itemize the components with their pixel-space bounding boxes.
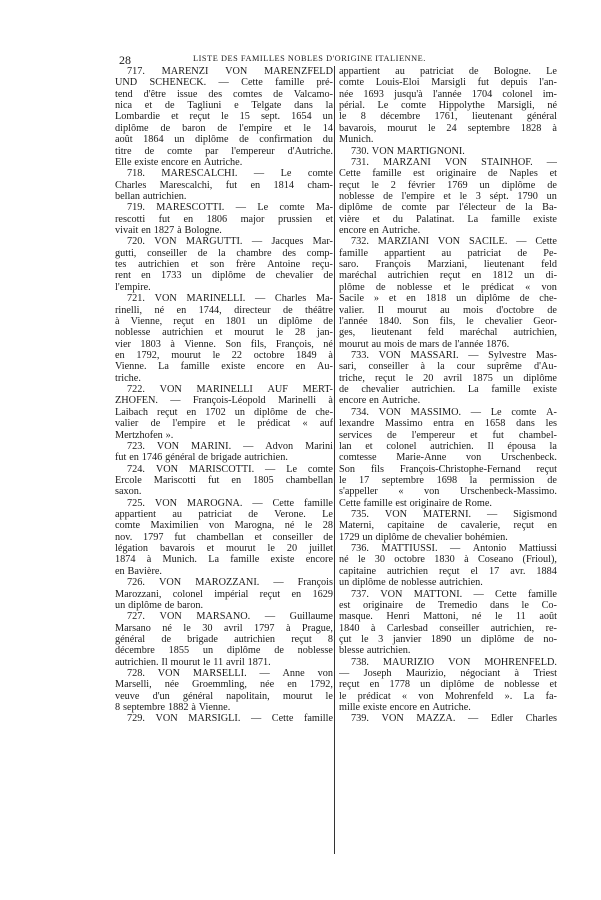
text-line: encore en Autriche. — [339, 395, 421, 407]
text-line: rinelli, né en 1744, directeur de théâtre — [115, 304, 333, 316]
text-line: Marselli, née Groemmling, née en 1792, — [115, 679, 333, 691]
text-line: Vienne. La famille existe encore en Au- — [115, 361, 333, 373]
text-line: tes autrichien et son frère Antoine reçu- — [115, 259, 333, 271]
text-line: services de l'empereur et fut chambel- — [339, 429, 557, 441]
text-line: 720. VON MARGUTTI. — Jacques Mar- — [127, 236, 333, 248]
text-line: légation bavarois et mourut le 20 juillet — [115, 543, 333, 555]
text-line: en 1792, mourut le 22 octobre 1849 à — [115, 349, 333, 361]
text-line: s'appeller « von Urschenbeck-Massimo. — [339, 486, 557, 498]
text-line: 719. MARESCOTTI. — Le comte Ma- — [127, 202, 333, 214]
text-line: saro. François Marziani, lieutenant feld — [339, 259, 557, 271]
text-line: 1874 à Munich. La famille existe encore — [115, 554, 333, 566]
text-line: valier de l'empire et le prédicat « auf — [115, 418, 333, 430]
text-line: l'année 1840. Son fils, le chevalier Geor- — [339, 315, 557, 327]
text-line: 731. MARZANI VON STAINHOF. — — [351, 156, 557, 168]
text-line: comte Maximilien von Marogna, né le 28 — [115, 520, 333, 532]
text-line: nica et de Tagliuni e Telgate dans la — [115, 100, 333, 112]
text-line: comte Louis-Eloi Marsigli fut depuis l'an- — [339, 77, 557, 89]
text-line: Mertzhofen ». — [115, 429, 174, 441]
text-line: 730. VON MARTIGNONI. — [351, 145, 465, 157]
text-line: née 1693 jusqu'à l'année 1704 colonel im- — [339, 88, 557, 100]
text-line: saxon. — [115, 486, 142, 498]
text-line: est originaire de Tremedio dans le Co- — [339, 599, 557, 611]
page-header — [119, 53, 457, 67]
text-line: rescotti fut en 1806 major prussien et — [115, 213, 333, 225]
text-line: reçut en 1778 un diplôme de noblesse et — [339, 679, 557, 691]
text-line: 1840 à Carlesbad conseiller autrichien, re- — [339, 622, 557, 634]
text-line: le 8 décembre 1761, lieutenant général — [339, 111, 557, 123]
text-line: encore en Autriche. — [339, 225, 421, 237]
text-line: diplôme de comte par l'électeur de la Ba- — [339, 202, 557, 214]
text-line: fut en 1746 général de brigade autrichien. — [115, 452, 288, 464]
text-line: Lombardie et reçut le 15 sept. 1654 un — [115, 111, 333, 123]
text-line: 722. VON MARINELLI AUF MERT- — [127, 384, 333, 396]
text-line: reçut le 2 février 1769 un diplôme de — [339, 179, 557, 191]
left-column — [115, 66, 333, 725]
text-line: appartient au patriciat de Bologne. Le — [339, 66, 557, 77]
text-line: vière et du Palatinat. La famille existe — [339, 213, 557, 225]
text-line: plôme de noblesse et le prédicat « von — [339, 281, 557, 293]
text-line: comtesse Marie-Anne von Urschenbeck. — [339, 452, 557, 464]
text-line: valier. Il mourut au mois d'octobre de — [339, 304, 557, 316]
text-line: 738. MAURIZIO VON MOHRENFELD. — [351, 656, 557, 668]
text-line: en Bavière. — [115, 565, 162, 577]
text-line: maréchal autrichien reçut en 1812 un di- — [339, 270, 557, 282]
text-line: 733. VON MASSARI. — Sylvestre Mas- — [351, 349, 557, 361]
page-number: 28 — [119, 53, 131, 67]
text-line: 735. VON MATERNI. — Sigismond — [351, 509, 557, 521]
text-line: vier 1803 à Vienne. Son fils, François, né — [115, 338, 333, 350]
text-line: 732. MARZIANI VON SACILE. — Cette — [351, 236, 557, 248]
text-line: 718. MARESCALCHI. — Le comte — [127, 168, 333, 180]
text-line: noblesse autrichien et mourut le 28 jan- — [115, 327, 333, 339]
text-line: çut le 3 janvier 1890 un diplôme de no- — [339, 633, 557, 645]
text-line: un diplôme de noblesse autrichien. — [339, 577, 483, 589]
text-line: masque. Henri Mattoni, né le 11 août — [339, 611, 557, 623]
right-column — [339, 66, 557, 725]
text-line: 726. VON MAROZZANI. — François — [127, 577, 333, 589]
text-line: UND SCHENECK. — Cette famille pré- — [115, 77, 333, 89]
text-line: rent en 1733 un diplôme de chevalier de — [115, 270, 333, 282]
text-line: 723. VON MARINI. — Advon Marini — [127, 440, 333, 452]
text-line: mourut au mois de mars de l'année 1876. — [339, 338, 510, 350]
text-line: un diplôme de baron. — [115, 599, 204, 611]
text-line: Charles Marescalchi, fut en 1814 cham- — [115, 179, 333, 191]
text-line: bavarois, mourut le 24 septembre 1828 à — [339, 122, 557, 134]
text-line: tend d'être issue des comtes de Valcamo- — [115, 88, 333, 100]
text-line: autrichien. Il mourut le 11 avril 1871. — [115, 656, 271, 668]
text-line: appartient au patriciat de Verone. Le — [115, 509, 333, 521]
text-line: sari, conseiller à la cour suprême d'Au- — [339, 361, 557, 373]
text-line: l'empire. — [115, 281, 151, 293]
text-line: ZHOFEN. — François-Léopold Marinelli à — [115, 395, 333, 407]
text-line: diplôme de baron de l'empire et le 14 — [115, 122, 333, 134]
text-line: triche, reçut le 20 avril 1875 un diplôme — [339, 372, 557, 384]
text-line: décembre 1855 un diplôme de noblesse — [115, 645, 333, 657]
text-line: veuve d'un général napolitain, mourut le — [115, 690, 333, 702]
text-line: 727. VON MARSANO. — Guillaume — [127, 611, 333, 623]
text-line: 734. VON MASSIMO. — Le comte A- — [351, 406, 557, 418]
text-line: triche. — [115, 372, 141, 384]
text-line: ges, lieutenant feld maréchal autrichien, — [339, 327, 557, 339]
text-line: 717. MARENZI VON MARENZFELD — [127, 66, 333, 77]
text-line: 736. MATTIUSSI. — Antonio Mattiussi — [351, 543, 557, 555]
text-line: né le 30 octobre 1830 à Coseano (Frioul), — [339, 554, 557, 566]
text-line: gutti, conseiller de la chambre des comp- — [115, 247, 333, 259]
text-line: Munich. — [339, 134, 374, 146]
text-line: blesse autrichien. — [339, 645, 411, 657]
text-line: le 17 septembre 1698 la permission de — [339, 474, 557, 486]
text-line: 739. VON MAZZA. — Edler Charles — [351, 713, 557, 725]
text-line: Son fils François-Christophe-Fernand reçut — [339, 463, 557, 475]
text-line: de chevalier autrichien. La famille existe — [339, 384, 557, 396]
text-line: le prédicat « von Mohrenfeld ». La fa- — [339, 690, 557, 702]
text-line: Marsano né le 30 avril 1797 à Prague, — [115, 622, 333, 634]
text-line: lexandre Massimo entra en 1658 dans les — [339, 418, 557, 430]
text-line: 8 septembre 1882 à Vienne. — [115, 702, 231, 714]
text-line: 728. VON MARSELLI. — Anne von — [127, 668, 333, 680]
text-line: Ercole Mariscotti fut en 1805 chambellan — [115, 474, 333, 486]
text-line: nov. 1797 fut chambellan et conseiller de — [115, 531, 333, 543]
text-line: août 1864 un diplôme de confirmation du — [115, 134, 333, 146]
text-line: Materni, capitaine de cavalerie, reçut en — [339, 520, 557, 532]
text-line: titre de comte par l'empereur d'Autriche. — [115, 145, 333, 157]
text-line: mille existe encore en Autriche. — [339, 702, 471, 714]
text-line: Sacile » et en 1818 un diplôme de che- — [339, 293, 557, 305]
text-line: famille appartient au patriciat de Pe- — [339, 247, 557, 259]
text-line: — Joseph Maurizio, négociant à Triest — [339, 668, 557, 680]
text-line: Cette famille est originaire de Rome. — [339, 497, 492, 509]
text-line: vivait en 1827 à Bologne. — [115, 225, 222, 237]
text-line: lan et colonel autrichien. Il épousa la — [339, 440, 557, 452]
text-line: 724. VON MARISCOTTI. — Le comte — [127, 463, 333, 475]
text-line: capitaine autrichien reçut el 17 avr. 1884 — [339, 565, 557, 577]
text-line: périal. Le comte Hippolythe Marsigli, né — [339, 100, 557, 112]
column-divider — [334, 66, 335, 854]
text-line: Marozzani, colonel impérial reçut en 1629 — [115, 588, 333, 600]
text-line: 1729 un diplôme de chevalier bohémien. — [339, 531, 508, 543]
text-line: général de brigade autrichien reçut 8 — [115, 633, 333, 645]
text-line: Elle existe encore en Autriche. — [115, 156, 243, 168]
text-line: 721. VON MARINELLI. — Charles Ma- — [127, 293, 333, 305]
text-line: noblesse de l'empire et le 3 sépt. 1790 un — [339, 190, 557, 202]
text-line: Cette famille est originaire de Naples et — [339, 168, 557, 180]
text-line: 725. VON MAROGNA. — Cette famille — [127, 497, 333, 509]
running-title: LISTE DES FAMILLES NOBLES D'ORIGINE ITALIENNE. — [193, 54, 426, 63]
text-line: 737. VON MATTONI. — Cette famille — [351, 588, 557, 600]
text-line: bellan autrichien. — [115, 190, 187, 202]
text-line: Laibach reçut en 1702 un diplôme de che- — [115, 406, 333, 418]
text-line: à Vienne, reçut en 1801 un diplôme de — [115, 315, 333, 327]
text-line: 729. VON MARSIGLI. — Cette famille — [127, 713, 333, 725]
